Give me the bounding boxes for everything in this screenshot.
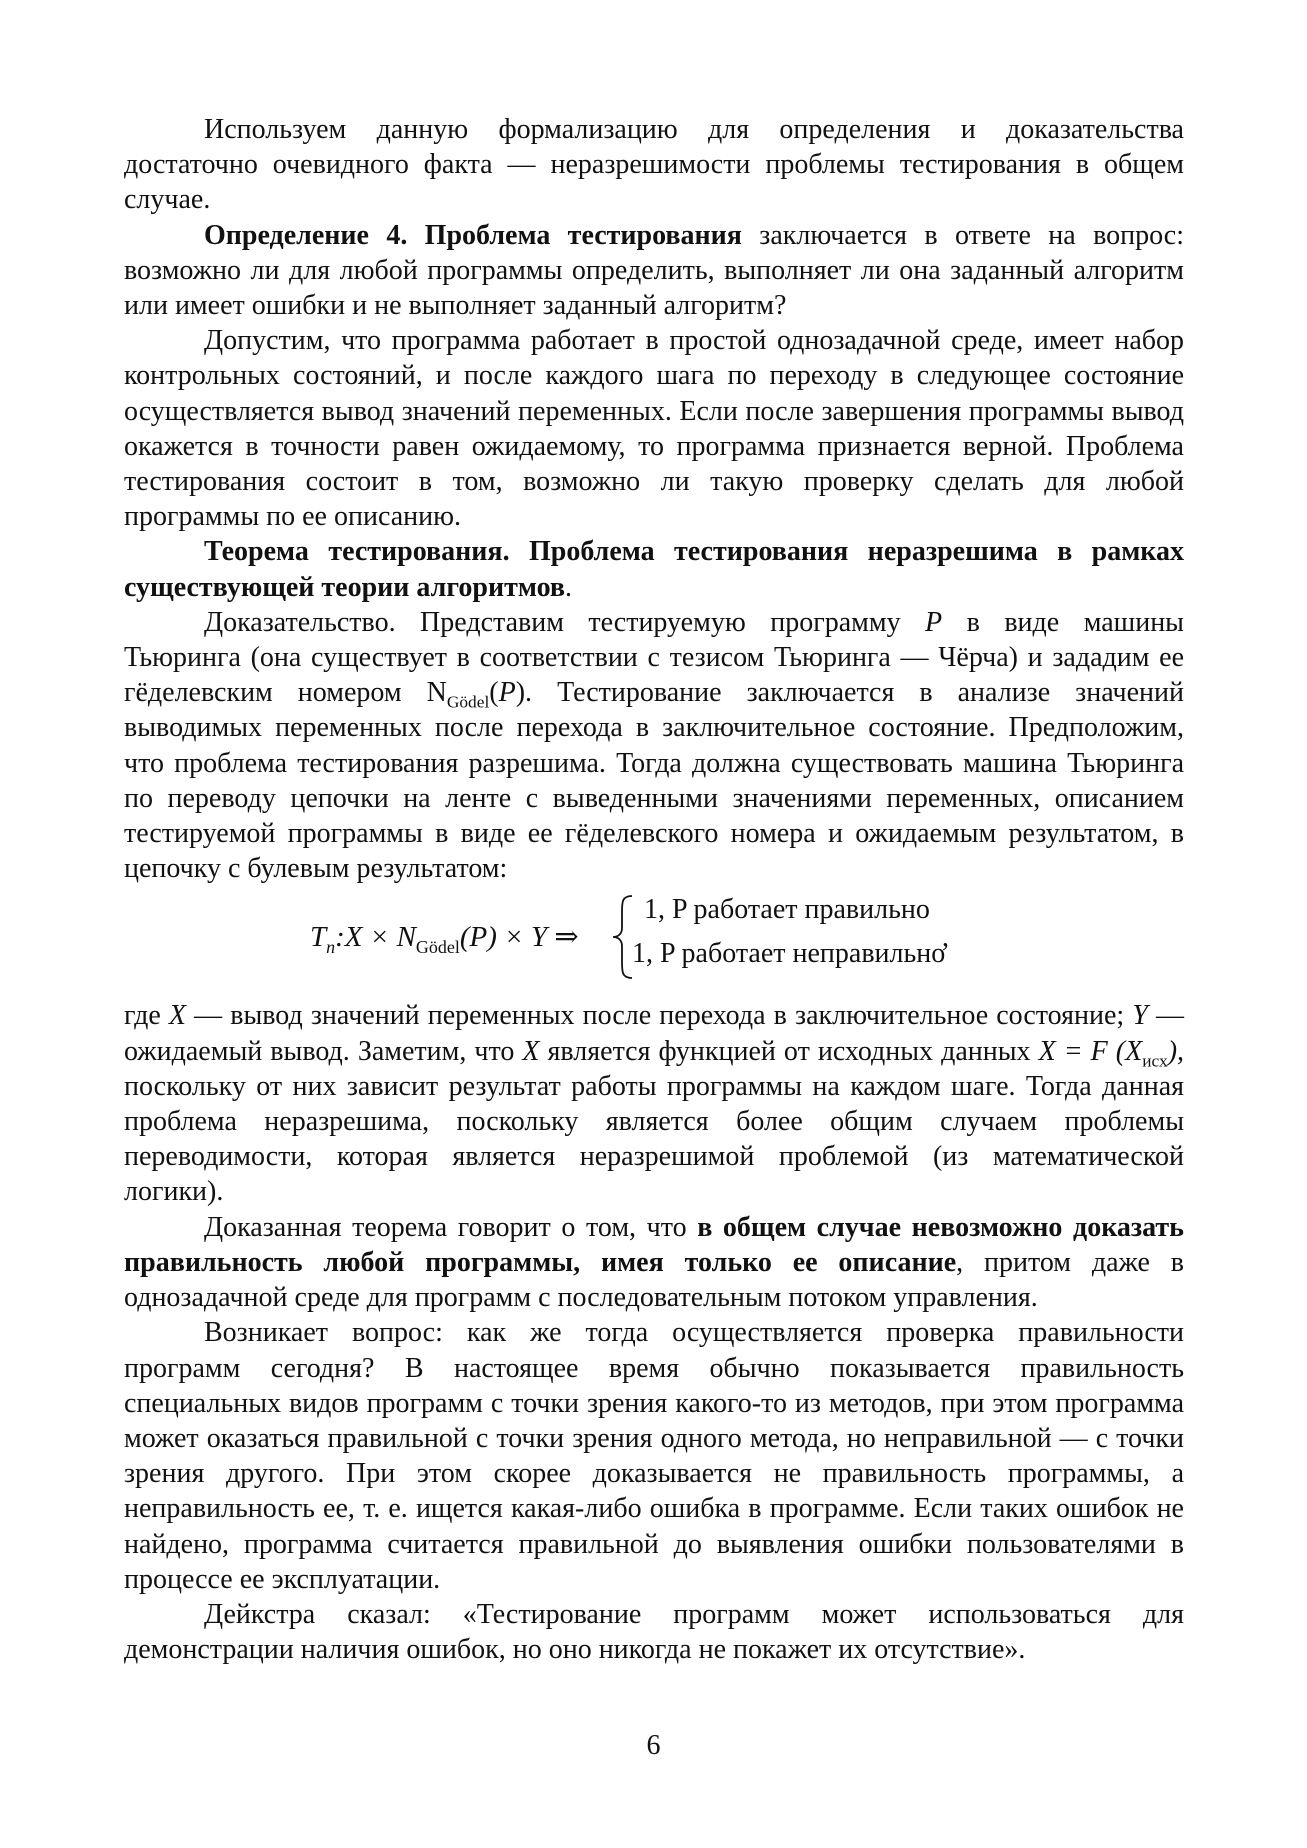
formula-case-incorrect: 1, P работает неправильно xyxy=(632,938,946,970)
formula-symbol: :X × N xyxy=(335,921,416,954)
paragraph-where xyxy=(124,998,1184,1209)
formula-lhs xyxy=(310,920,579,958)
paragraph-text: в виде машины Тьюринга (она существует в соответствии с тезисом Тьюринга — Чёрча) и зададим ее гёделевским номером N xyxy=(124,606,1184,709)
paragraph-text: Используем данную формализацию для определения и доказательства достаточно очевидного факта — неразрешимости проблемы тестирования в общем случае. xyxy=(124,114,1184,216)
paragraph-theorem xyxy=(124,534,1184,604)
formula-testing xyxy=(124,890,1184,994)
paragraph-text: где xyxy=(124,1000,169,1032)
page-number: 6 xyxy=(646,1730,661,1761)
emphasis-text: в общем случае невозможно доказать правильность любой программы, имея только ее описание xyxy=(124,1211,1184,1278)
paragraph-conclusion xyxy=(124,1210,1184,1316)
definition-heading: Определение 4. Проблема тестирования xyxy=(204,219,742,251)
paragraph-text: Доказанная теорема говорит о том, что xyxy=(204,1211,698,1243)
formula-comma: , xyxy=(942,922,949,954)
paragraph-text: Доказательство. Представим тестируемую программу xyxy=(204,606,926,638)
equation-x: ), xyxy=(1167,1035,1185,1067)
paragraph-text: ( xyxy=(489,677,499,709)
godel-subscript: Gödel xyxy=(446,692,490,712)
formula-symbol: T xyxy=(310,921,327,954)
paragraph-text: является функцией от исходных данных xyxy=(539,1035,1039,1067)
paragraph-question xyxy=(124,1315,1184,1597)
paragraph-assumption xyxy=(124,323,1184,534)
variable-x: X xyxy=(168,1000,186,1032)
paragraph-proof xyxy=(124,605,1184,887)
paragraph-definition-4 xyxy=(124,218,1184,324)
variable-x: X xyxy=(522,1035,540,1067)
formula-symbol: (P) × Y ⇒ xyxy=(459,921,579,954)
paragraph-intro xyxy=(124,112,1184,218)
formula-case-correct: 1, P работает правильно xyxy=(644,894,930,926)
equation-x: X = F (X xyxy=(1038,1035,1143,1067)
variable-y: Y xyxy=(1132,1000,1148,1032)
paragraph-text: Допустим, что программа работает в простой однозадачной среде, имеет набор контрольных состояний, и после каждого шага по переходу в следующее состояние осуществляется вывод значений переменных. Если после завершения программы вывод окажется в точности равен ожидаемому, то программа признается верной. Проблема тестирования состоит в том, возможно ли такую проверку сделать для любой программы по ее описанию. xyxy=(124,325,1184,533)
paragraph-text: поскольку от них зависит результат работы программы на каждом шаге. Тогда данная проблема неразрешима, поскольку является более общим случаем проблемы переводимости, которая является неразрешимой проблемой (из математической логики). xyxy=(124,1070,1184,1208)
paragraph-text: заключается в ответе на вопрос: возможно ли для любой программы определить, выполняет ли она заданный алгоритм или имеет ошибки и не выполняет заданный алгоритм? xyxy=(124,219,1184,322)
paragraph-text: , притом даже в однозадачной среде для программ с последовательным потоком управления. xyxy=(124,1246,1184,1314)
theorem-statement: Теорема тестирования. Проблема тестирования неразрешима в рамках существующей теории алгоритмов xyxy=(124,536,1184,603)
variable-p: P xyxy=(925,606,943,638)
paragraph-text: — ожидаемый вывод. Заметим, что xyxy=(124,1000,1185,1067)
formula-subscript: Gödel xyxy=(415,937,460,958)
paragraph-text: . xyxy=(565,571,572,603)
paragraph-text: Дейкстра сказал: «Тестирование программ может использоваться для демонстрации наличия ошибок, но оно никогда не покажет их отсутствие». xyxy=(124,1598,1184,1666)
formula-subscript: n xyxy=(326,937,336,958)
paragraph-text: ). Тестирование заключается в анализе значений выводимых переменных после перехода в заключительное состояние. Предположим, что проблема тестирования разрешима. Тогда должна существовать машина Тьюринга по переводу цепочки на ленте с выведенными значениями переменных, описанием тестируемой программы в виде ее гёделевского номера и ожидаемым результатом, в цепочку с булевым результатом: xyxy=(124,677,1184,885)
paragraph-text: Возникает вопрос: как же тогда осуществляется проверка правильности программ сегодня? В настоящее время обычно показывается правильность специальных видов программ с точки зрения какого-то из методов, при этом программа может оказаться правильной с точки зрения одного метода, но неправильной — с точки зрения другого. При этом скорее доказывается не правильность программы, а неправильность ее, т. е. ищется какая-либо ошибка в программе. Если таких ошибок не найдено, программа считается правильной до выявления ошибки пользователями в процессе ее эксплуатации. xyxy=(124,1317,1184,1595)
paragraph-dijkstra-quote xyxy=(124,1597,1184,1667)
equation-subscript: исх xyxy=(1142,1051,1168,1071)
paragraph-text: — вывод значений переменных после перехода в заключительное состояние; xyxy=(186,1000,1133,1032)
variable-p: P xyxy=(498,677,516,709)
page-content xyxy=(124,112,1184,1667)
